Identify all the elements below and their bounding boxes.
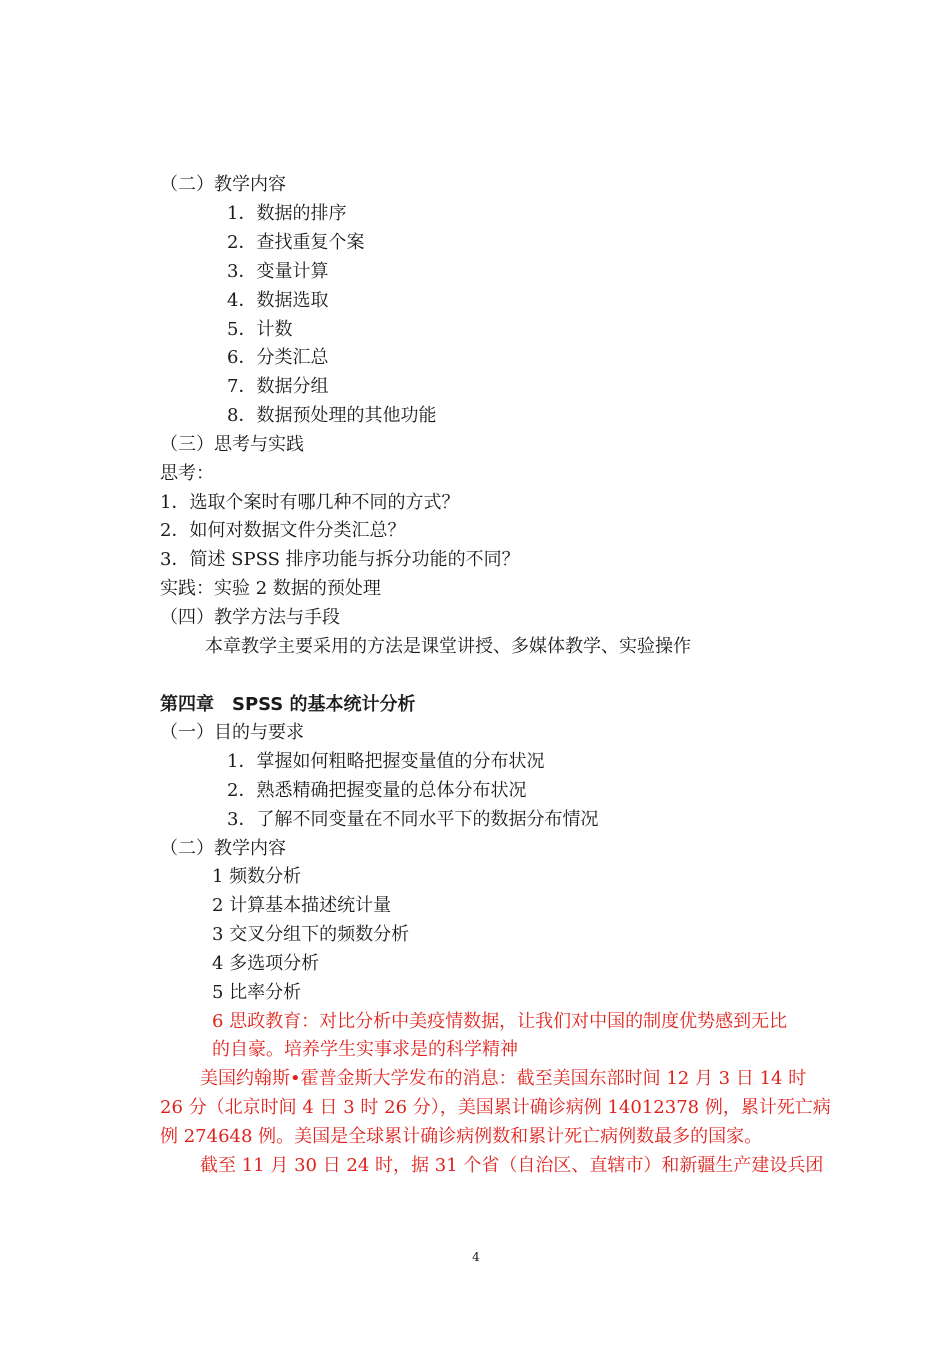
list-item: 2．熟悉精确把握变量的总体分布状况 [227, 780, 527, 801]
section-heading-teaching-content: （二）教学内容 [160, 174, 286, 195]
list-item: 7．数据分组 [227, 376, 329, 397]
section-heading-objectives: （一）目的与要求 [160, 722, 304, 743]
list-item: 4．数据选取 [227, 290, 329, 311]
list-item: 8．数据预处理的其他功能 [227, 405, 437, 426]
chapter-title: 第四章 SPSS 的基本统计分析 [160, 694, 416, 715]
paragraph-line: 例 274648 例。美国是全球累计确诊病例数和累计死亡病例数最多的国家。 [160, 1126, 763, 1147]
list-item: 3 交叉分组下的频数分析 [212, 924, 410, 945]
question-item: 2．如何对数据文件分类汇总？ [160, 520, 406, 541]
methods-paragraph: 本章教学主要采用的方法是课堂讲授、多媒体教学、实验操作 [205, 636, 691, 657]
list-item: 1．数据的排序 [227, 203, 347, 224]
list-item: 2 计算基本描述统计量 [212, 895, 392, 916]
practice-line: 实践：实验 2 数据的预处理 [160, 578, 381, 599]
list-item: 5．计数 [227, 319, 293, 340]
page-number: 4 [472, 1250, 480, 1264]
question-item: 3．简述 SPSS 排序功能与拆分功能的不同？ [160, 549, 520, 570]
section-heading-thinking-practice: （三）思考与实践 [160, 434, 304, 455]
list-item: 3．了解不同变量在不同水平下的数据分布情况 [227, 809, 599, 830]
list-item: 3．变量计算 [227, 261, 329, 282]
list-item: 5 比率分析 [212, 982, 302, 1003]
list-item: 1．掌握如何粗略把握变量值的分布状况 [227, 751, 545, 772]
list-item: 6．分类汇总 [227, 347, 329, 368]
list-item: 4 多选项分析 [212, 953, 320, 974]
paragraph-line: 美国约翰斯•霍普金斯大学发布的消息：截至美国东部时间 12 月 3 日 14 时 [200, 1068, 807, 1089]
paragraph-line: 26 分（北京时间 4 日 3 时 26 分），美国累计确诊病例 14012378 例，累计死亡病 [160, 1097, 831, 1118]
thinking-label: 思考： [160, 463, 214, 484]
ideology-item-continued: 的自豪。培养学生实事求是的科学精神 [212, 1039, 518, 1060]
paragraph-line: 截至 11 月 30 日 24 时，据 31 个省（自治区、直辖市）和新疆生产建设兵团 [200, 1155, 824, 1176]
section-heading-teaching-content-2: （二）教学内容 [160, 838, 286, 859]
section-heading-methods: （四）教学方法与手段 [160, 607, 340, 628]
list-item: 1 频数分析 [212, 866, 302, 887]
question-item: 1．选取个案时有哪几种不同的方式？ [160, 492, 460, 513]
ideology-item: 6 思政教育：对比分析中美疫情数据，让我们对中国的制度优势感到无比 [212, 1011, 788, 1032]
list-item: 2．查找重复个案 [227, 232, 365, 253]
